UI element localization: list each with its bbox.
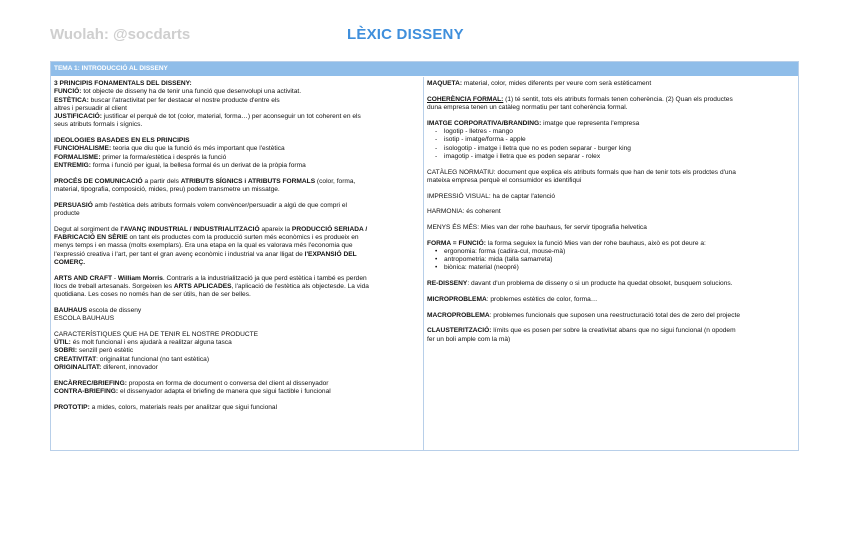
page-header [0,26,848,46]
redisseny-block [427,280,795,288]
cataleg-block [427,169,795,186]
arts-block [54,275,420,300]
ideologies-block [54,137,420,170]
proces-term: PROCÉS DE COMUNICACIÓ [54,177,143,185]
forma-term: FORMA = FUNCIÓ: [427,239,486,247]
bauhaus-term: BAUHAUS [54,306,87,314]
cataleg-def: CATÀLEG NORMATIU: document que explica els atributs formals que han de tenir tots els prodctes d'una [427,168,736,176]
encarrec-def: proposta en forma de document o conversa del client al dissenyador [126,379,329,387]
originalitat-term: ORIGINALITAT: [54,364,102,372]
degut-text-f: on tant els productes com la producció surten més econòmics i es produeix en [127,234,359,242]
list-item: - imagotip - imatge i lletra que es poden separar - rolex [444,153,795,161]
formalisme-def: primer la forma/estètica i després la funció [100,153,227,161]
originalitat-def: diferent, innovador [101,364,158,372]
macro-def: : problemes funcionals que suposen una reestructuració total des de zero del projecte [489,311,740,319]
impressio-def: IMPRESSIÓ VISUAL: ha de captar l'atenció [427,192,556,200]
imatge-block [427,120,795,161]
entremig-term: ENTREMIG: [54,162,91,170]
macro-block [427,312,795,320]
persuasio-def-2: producte [54,210,80,218]
left-column [51,77,424,450]
util-term: ÚTIL: [54,339,71,347]
bauhaus-block [54,307,420,324]
redisseny-def: : davant d'un problema de disseny o si un producte ha quedat obsolet, busquem solucions. [467,280,733,288]
degut-text-c: apareix la [259,225,292,233]
imatge-term: IMATGE CORPORATIVA/BRANDING: [427,119,542,127]
page-title: LÈXIC DISSENY [347,26,464,43]
sobri-def: senzill però estètic [77,347,134,355]
arts-term: ARTS AND CRAFT [54,274,112,282]
notes-table [50,61,799,451]
proces-attrs: ATRIBUTS SÍGNICS i ATRIBUTS FORMALS [180,177,316,185]
list-item: • ergonomia: forma (cadira-cul, mouse-mà) [444,248,795,256]
forma-def: la forma seguiex la funció Mies van der rohe bauhaus, això es pot deure a: [485,239,706,247]
persuasio-block [54,202,420,219]
contra-term: CONTRA-BRIEFING: [54,388,119,396]
creativitat-term: CREATIVITAT [54,355,97,363]
bauhaus-school: ESCOLA BAUHAUS [54,315,115,323]
justificacio-def: justificar el perquè de tot (color, material, forma…) per aconseguir un tot coherent en els [102,113,361,121]
justificacio-term: JUSTIFICACIÓ: [54,113,102,121]
formalisme-term: FORMALISME: [54,153,101,161]
imatge-def: imatge que representa l'empresa [541,119,640,127]
coherencia-block [427,96,795,113]
arts-sep: - [112,274,118,282]
claus-def-2: fer un boli ample com la mà) [427,335,511,343]
degut-term-5: COMERÇ. [54,258,86,266]
claus-block [427,327,795,344]
prototip-term: PROTOTIP: [54,403,90,411]
arts-text-2c: , l'aplicació de l'estètica als objectesde. La vida [231,282,369,290]
impressio-block [427,193,795,201]
proces-text-2: material, tipografia, composició, mides, preu) podem transmetre un missatge. [54,186,280,194]
persuasio-def: amb l'estètica dels atributs formals volem convèncer/persuadir a algú de que compri el [92,201,347,209]
maqueta-def: material, color, mides diferents per veure com serà estèticament [462,80,652,87]
menys-block [427,224,795,232]
prototip-def: a mides, colors, materials reals per analitzar que sigui funcional [89,403,278,411]
bauhaus-def: escola de disseny [86,306,142,314]
arts-text-2a: llocs de treball artesanals. Sorgeixen les [54,282,174,290]
principis-title: 3 PRINCIPIS FONAMENTALS DEL DISSENY: [54,80,192,87]
redisseny-term: RE-DISSENY [427,280,468,288]
micro-term: MICROPROBLEMA [427,295,487,303]
estetica-def-2: altres i persuadir al client [54,104,127,112]
estetica-term: ESTÈTICA: [54,96,89,104]
sobri-term: SOBRI: [54,347,78,355]
principis-block [54,80,420,130]
degut-text-3: menys temps i en massa (molts exemplars). Era una etapa en la qual es valorava més l'economia que [54,242,353,250]
claus-def: límits que es posen per sobre la creativitat abans que no sigui funcional (n opodem [491,327,736,335]
forma-list [427,248,795,273]
maqueta-term: MAQUETA: [427,80,463,87]
estetica-def: buscar l'atractivitat per fer destacar el nostre producte d'entre els [88,96,280,104]
harmonia-block [427,208,795,216]
harmonia-def: HARMONIA: és coherent [427,208,501,216]
forma-block [427,240,795,273]
briefing-block [54,380,420,397]
table-heading: TEMA 1: INTRODUCCIÓ AL DISSENY [51,62,798,76]
list-item: - logotip - lletres - mango [444,128,795,136]
util-def: és molt funcional i ens ajudarà a realitzar alguna tasca [70,339,232,347]
arts-text-c: . Contraris a la industrialització ja que perd estètica i també es perden [162,274,367,282]
list-item: - isotip - imatge/forma - apple [444,136,795,144]
micro-block [427,296,795,304]
encarrec-term: ENCÀRREC/BRIEFING: [54,379,127,387]
funcionalisme-def: teoria que diu que la funció és més important que l'estètica [111,145,285,153]
coherencia-def: (1) té sentit, tots els atributs formals tenen coherència. (2) Quan els productes [503,95,733,103]
list-item: • antropometria: mida (talla samarreta) [444,256,795,264]
menys-def: MENYS ÉS MÉS: Mies van der rohe bauhaus, fer servir tipografia helvetica [427,223,647,231]
degut-term-b: l'AVANÇ INDUSTRIAL / INDUSTRIALITZACIÓ [120,225,260,233]
arts-term-2b: ARTS APLICADES [173,282,232,290]
list-item: - isologotip - imatge i lletra que no es poden separar - burger king [444,145,795,153]
claus-term: CLAUSTERITZACIÓ: [427,327,492,335]
ideologies-title: IDEOLOGIES BASADES EN ELS PRINCIPIS [54,137,190,145]
coherencia-def-2: duna empresa tenen un catàleg normatiu per tant coherència formal. [427,103,628,111]
maqueta-block [427,80,795,88]
creativitat-def: : originalitat funcional (no tant estètica) [96,355,210,363]
industrialitzacio-block [54,226,420,267]
logos-list [427,128,795,161]
cataleg-def-2: mateixa empresa perquè el consumidor es identifiqui [427,176,582,184]
persuasio-term: PERSUASIÓ [54,201,93,209]
arts-author: William Morris [117,274,163,282]
micro-def: : problemes estètics de color, forma… [486,295,598,303]
arts-text-3: quotidiana. Les coses no només han de ser útils, han de ser belles. [54,291,251,299]
degut-term-e: FABRICACIÓ EN SÈRIE [54,234,128,242]
right-column [424,77,798,450]
degut-text-4a: l'expressió creativa i l'art, per tant el gran avenç econòmic i industrial va anar lligat de [54,250,305,258]
proces-block [54,178,420,195]
funcio-term: FUNCIÓ: [54,88,82,96]
degut-term-4b: l'EXPANSIÓ DEL [304,250,357,258]
proces-text-a: a partir dels [142,177,181,185]
macro-term: MACROPROBLEMA [427,311,490,319]
degut-text-a: Degut al sorgiment de [54,225,121,233]
funcio-def: tot objecte de disseny ha de tenir una funció que desenvolupi una activitat. [81,88,302,96]
funcionalisme-term: FUNCIOHALISME: [54,145,112,153]
coherencia-term: COHERÈNCIA FORMAL: [427,95,504,103]
caract-title: CARACTERÍSTIQUES QUE HA DE TENIR EL NOSTRE PRODUCTE [54,330,259,338]
caracteristiques-block [54,331,420,372]
list-item: • biònica: material (neopré) [444,264,795,272]
entremig-def: forma i funció per igual, la bellesa formal és un derivat de la pròpia forma [91,162,306,170]
contra-def: el dissenyador adapta el briefing de manera que sigui factible i funcional [118,388,331,396]
prototip-block [54,404,420,412]
degut-term-d: PRODUCCIÓ SERIADA / [291,225,368,233]
proces-text-c: (color, forma, [315,177,356,185]
justificacio-def-2: seus atributs formals i sígnics. [54,121,143,129]
watermark: Wuolah: @socdarts [50,26,191,43]
